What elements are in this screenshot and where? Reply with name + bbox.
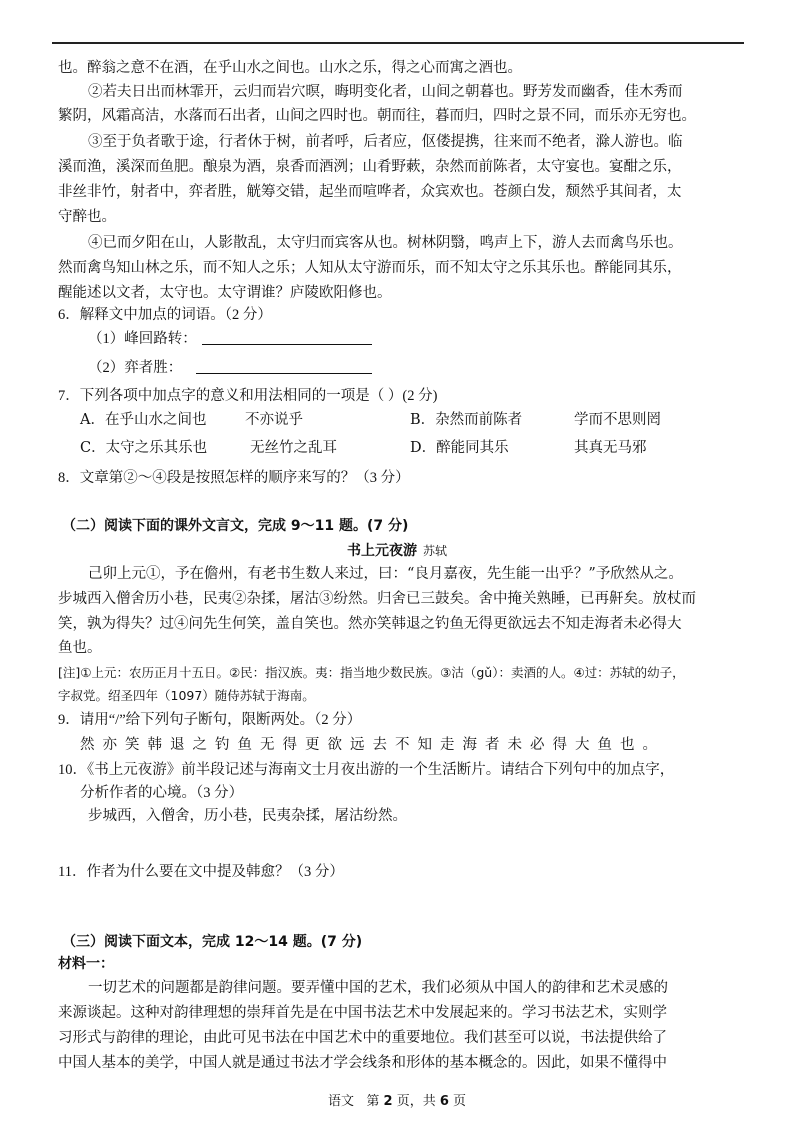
q6-item-2: （2）弈者胜：	[88, 360, 183, 376]
passage-line: ②若夫日出而林霏开，云归而岩穴暝，晦明变化者，山间之朝暮也。野芳发而幽香，佳木秀而	[88, 84, 683, 100]
question-10-cont: 分析作者的心境。（3 分）	[80, 785, 244, 801]
footer-page-label: 第	[366, 1094, 380, 1109]
option-d-1: D．醉能同其乐	[410, 440, 509, 456]
passage-line: 守醉也。	[58, 209, 116, 225]
passage-line: 醒能述以文者，太守也。太守谓谁？庐陵欧阳修也。	[58, 285, 392, 301]
question-9: 9．请用“/”给下列句子断句，限断两处。（2 分）	[58, 712, 362, 728]
passage-line: 一切艺术的问题都是韵律问题。要弄懂中国的艺术，我们必须从中国人的韵律和艺术灵感的	[88, 980, 668, 996]
section-3-heading: （三）阅读下面文本，完成 12～14 题。(7 分)	[62, 934, 363, 950]
footer-page-number: 2	[383, 1094, 393, 1109]
passage-line: 然而禽鸟知山林之乐，而不知人之乐；人知从太守游而乐，而不知太守之乐其乐也。醉能同其乐，	[58, 260, 682, 276]
option-b-1: B．杂然而前陈者	[410, 412, 523, 428]
question-6: 6．解释文中加点的词语。（2 分）	[58, 307, 272, 323]
option-a-1: A．在乎山水之间也	[80, 412, 207, 428]
q6-item-1: （1）峰回路转：	[88, 331, 197, 347]
page-footer	[0, 1090, 794, 1109]
passage-line: 笑，孰为得失？过④问先生何笑，盖自笑也。然亦笑韩退之钓鱼无得更欲远去不知走海者未必得大	[58, 616, 682, 632]
passage-line: 溪而渔，溪深而鱼肥。酿泉为酒，泉香而酒洌；山肴野蔌，杂然而前陈者，太守宴也。宴酣之乐，	[58, 159, 682, 175]
option-d-2: 其真无马邪	[574, 440, 647, 456]
section-2-heading: （二）阅读下面的课外文言文，完成 9～11 题。(7 分)	[62, 518, 409, 534]
title-text: 书上元夜游	[346, 543, 417, 559]
footer-of-label: 页，共	[396, 1094, 436, 1109]
option-b-2: 学而不思则罔	[574, 412, 661, 428]
passage-line: 己卯上元①，予在儋州，有老书生数人来过，曰：“良月嘉夜，先生能一出乎？”予欣然从之。	[88, 566, 683, 582]
option-a-2: 不亦说乎	[245, 412, 303, 428]
option-c-2: 无丝竹之乱耳	[250, 440, 337, 456]
note-line: [注]①上元：农历正月十五日。②民：指汉族。夷：指当地少数民族。③沽（gǔ）：卖酒的人。④过：苏轼的幼子，	[58, 665, 685, 680]
passage-line: 也。醉翁之意不在酒，在乎山水之间也。山水之乐，得之心而寓之酒也。	[58, 60, 522, 76]
passage-line: ④已而夕阳在山，人影散乱，太守归而宾客从也。树林阴翳，鸣声上下，游人去而禽鸟乐也。	[88, 235, 683, 251]
q10-sentence: 步城西，入僧舍，历小巷，民夷杂揉，屠沽纷然。	[88, 808, 407, 824]
question-11: 11．作者为什么要在文中提及韩愈？（3 分）	[58, 864, 344, 880]
passage-line: 中国人基本的美学，中国人就是通过书法才学会线条和形体的基本概念的。因此，如果不懂得中	[58, 1055, 667, 1071]
passage-line: 非丝非竹，射者中，弈者胜，觥筹交错，起坐而喧哗者，众宾欢也。苍颜白发，颓然乎其间者，太	[58, 184, 682, 200]
answer-blank-1[interactable]	[202, 344, 372, 345]
question-8: 8．文章第②～④段是按照怎样的顺序来写的？（3 分）	[58, 470, 410, 486]
answer-blank-2[interactable]	[196, 373, 372, 374]
passage-line: 来源谈起。这种对韵律理想的崇拜首先是在中国书法艺术中发展起来的。学习书法艺术，实则学	[58, 1005, 667, 1021]
header-rule	[52, 42, 744, 44]
footer-subject: 语文	[327, 1094, 354, 1109]
author-name: 苏轼	[422, 544, 447, 558]
q9-sentence: 然亦笑韩退之钓鱼无得更欲远去不知走海者未必得大鱼也。	[80, 737, 665, 753]
question-7: 7．下列各项中加点字的意义和用法相同的一项是（ ）(2 分)	[58, 388, 438, 404]
passage-line: 步城西入僧舍历小巷，民夷②杂揉，屠沽③纷然。归舍已三鼓矣。舍中掩关熟睡，已再鼾矣。放杖而	[58, 591, 696, 607]
material-label: 材料一：	[58, 956, 114, 972]
footer-unit: 页	[453, 1094, 467, 1109]
question-10: 10．《书上元夜游》前半段记述与海南文士月夜出游的一个生活断片。请结合下列句中的加点字，	[58, 762, 675, 778]
poem-title	[0, 540, 794, 560]
option-c-1: C．太守之乐其乐也	[80, 440, 208, 456]
footer-total-pages: 6	[439, 1094, 449, 1109]
note-line: 字叔党。绍圣四年（1097）随侍苏轼于海南。	[58, 688, 315, 703]
passage-line: 习形式与韵律的理论，由此可见书法在中国艺术中的重要地位。我们甚至可以说，书法提供给了	[58, 1030, 667, 1046]
passage-line: ③至于负者歌于途，行者休于树，前者呼，后者应，伛偻提携，往来而不绝者，滁人游也。临	[88, 134, 683, 150]
passage-line: 鱼也。	[58, 640, 102, 656]
passage-line: 繁阴，风霜高洁，水落而石出者，山间之四时也。朝而往，暮而归，四时之景不同，而乐亦无穷也。	[58, 108, 696, 124]
